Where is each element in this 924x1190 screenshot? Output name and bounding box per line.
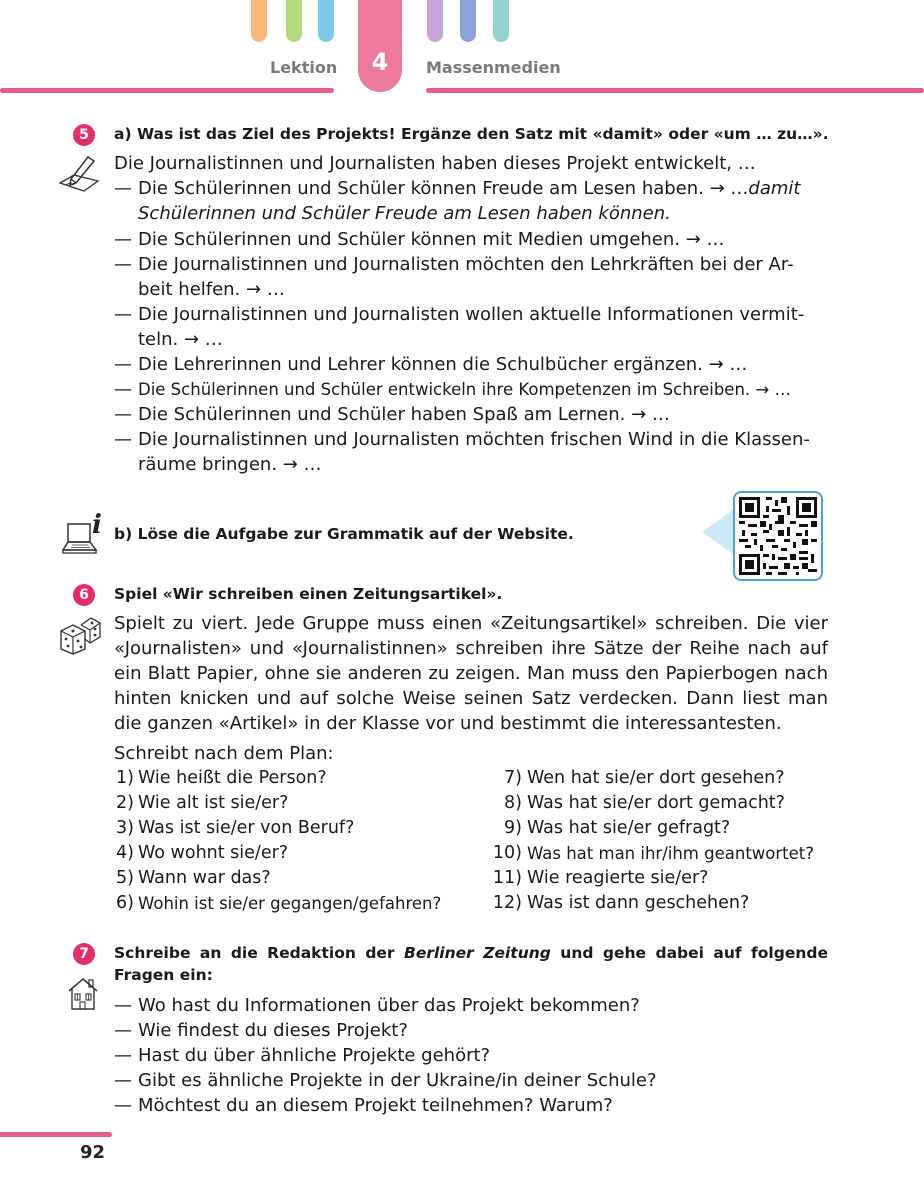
plan-item: Wo wohnt sie/er? xyxy=(138,843,289,863)
list-item: Die Lehrerinnen und Lehrer können die Schulbücher ergänzen. → … xyxy=(138,354,748,375)
color-tab xyxy=(427,0,443,42)
plan-number: 8) xyxy=(504,793,522,813)
plan-item: Wann war das? xyxy=(138,868,271,888)
list-item-continuation: beit helfen. → … xyxy=(138,279,285,300)
heading-text: Schreibe an die Redaktion der xyxy=(114,944,404,962)
list-item-text: Die Schülerinnen und Schüler können Freude am Lesen haben. → … xyxy=(138,178,749,199)
list-item-continuation: teln. → … xyxy=(138,329,223,350)
dash: — xyxy=(114,304,132,325)
dash: — xyxy=(114,1070,132,1091)
page-number: 92 xyxy=(80,1142,106,1163)
dash: — xyxy=(114,254,132,275)
plan-number: 3) xyxy=(116,818,134,838)
task-heading-line2: Fragen ein: xyxy=(114,966,213,984)
info-icon: i xyxy=(92,510,102,540)
plan-number: 2) xyxy=(116,793,134,813)
plan-item: Wohin ist sie/er gegangen/gefahren? xyxy=(138,894,442,913)
dash: — xyxy=(114,429,132,450)
task-heading: a) Was ist das Ziel des Projekts! Ergänze den Satz mit «damit» oder «um … zu…». xyxy=(114,125,829,143)
color-tab xyxy=(286,0,302,42)
task-number-badge: 6 xyxy=(73,584,95,606)
plan-item: Wie reagierte sie/er? xyxy=(527,868,709,888)
pen-writing-icon xyxy=(58,153,100,195)
topic-title: Massenmedien xyxy=(426,58,561,77)
plan-number: 9) xyxy=(504,818,522,838)
plan-number: 1) xyxy=(116,768,134,788)
header-rule-left xyxy=(0,88,334,93)
task-b-heading: b) Löse die Aufgabe zur Grammatik auf der Website. xyxy=(114,525,574,543)
lesson-number: 4 xyxy=(371,48,389,76)
plan-number: 10) xyxy=(492,843,522,863)
question-item: Wo hast du Informationen über das Projekt bekommen? xyxy=(138,995,640,1016)
task-heading: Spiel «Wir schreiben einen Zeitungsartikel». xyxy=(114,585,503,603)
list-item: Die Schülerinnen und Schüler haben Spaß am Lernen. → … xyxy=(138,404,670,425)
dice-icon xyxy=(57,615,101,655)
plan-number: 11) xyxy=(492,868,522,888)
plan-title: Schreibt nach dem Plan: xyxy=(114,743,334,764)
plan-number: 6) xyxy=(116,893,134,913)
list-item: Die Journalistinnen und Journalisten möchten den Lehrkräften bei der Ar- xyxy=(138,254,794,275)
list-item-continuation: räume bringen. → … xyxy=(138,454,322,475)
heading-text: und gehe dabei auf folgende xyxy=(550,944,828,962)
list-item-continuation: Schülerinnen und Schüler Freude am Lesen haben können. xyxy=(138,203,671,224)
list-item xyxy=(138,176,800,201)
color-tab xyxy=(460,0,476,42)
plan-item: Was hat sie/er dort gemacht? xyxy=(527,793,785,813)
lesson-label: Lektion xyxy=(270,58,338,77)
plan-item: Wie heißt die Person? xyxy=(138,768,327,788)
house-icon xyxy=(66,975,100,1013)
dash: — xyxy=(114,178,132,199)
qr-arrow-decoration xyxy=(702,508,736,556)
question-item: Möchtest du an diesem Projekt teilnehmen? Warum? xyxy=(138,1095,613,1116)
question-item: Hast du über ähnliche Projekte gehört? xyxy=(138,1045,491,1066)
color-tab xyxy=(318,0,334,42)
plan-item: Wen hat sie/er dort gesehen? xyxy=(527,768,785,788)
dash: — xyxy=(114,379,132,400)
task-number-badge: 7 xyxy=(73,943,95,965)
color-tab xyxy=(251,0,267,42)
dash: — xyxy=(114,404,132,425)
list-item-italic: damit xyxy=(748,178,801,199)
task-intro: Die Journalistinnen und Journalisten haben dieses Projekt entwickelt, … xyxy=(114,153,756,174)
question-item: Gibt es ähnliche Projekte in der Ukraine/in deiner Schule? xyxy=(138,1070,657,1091)
dash: — xyxy=(114,1095,132,1116)
task-number-badge: 5 xyxy=(73,124,95,146)
plan-item: Was ist sie/er von Beruf? xyxy=(138,818,355,838)
plan-item: Was hat man ihr/ihm geantwortet? xyxy=(527,844,815,863)
task-heading xyxy=(114,944,828,962)
newspaper-name: Berliner Zeitung xyxy=(404,944,551,962)
plan-item: Wie alt ist sie/er? xyxy=(138,793,289,813)
plan-number: 5) xyxy=(116,868,134,888)
dash: — xyxy=(114,354,132,375)
dash: — xyxy=(114,1045,132,1066)
task-paragraph: Spielt zu viert. Jede Gruppe muss einen «Zeitungsartikel» schreiben. Die vier «Journalisten» und «Journalistinnen» schreiben ihre Sätze der Reihe nach auf ein Blatt Papier, ohne sie anderen zu zeigen. Man muss den Papierbogen nach hinten knicken und auf solche Weise seinen Satz verdecken. Dann liest man die ganzen «Artikel» in der Klasse vor und bestimmt die interessantesten. xyxy=(114,613,828,734)
plan-item: Was hat sie/er gefragt? xyxy=(527,818,731,838)
question-item: Wie findest du dieses Projekt? xyxy=(138,1020,408,1041)
plan-number: 7) xyxy=(504,768,522,788)
footer-rule xyxy=(0,1132,112,1137)
plan-item: Was ist dann geschehen? xyxy=(527,893,750,913)
header-rule-right xyxy=(426,88,924,93)
list-item: Die Schülerinnen und Schüler können mit Medien umgehen. → … xyxy=(138,229,725,250)
plan-number: 12) xyxy=(492,893,522,913)
qr-code[interactable] xyxy=(733,491,823,581)
plan-number: 4) xyxy=(116,843,134,863)
lesson-number-badge xyxy=(358,0,402,92)
qr-code-icon xyxy=(739,497,817,575)
dash: — xyxy=(114,229,132,250)
list-item: Die Journalistinnen und Journalisten wollen aktuelle Informationen vermit- xyxy=(138,304,805,325)
dash: — xyxy=(114,1020,132,1041)
color-tab xyxy=(493,0,509,42)
list-item: Die Schülerinnen und Schüler entwickeln ihre Kompetenzen im Schreiben. → … xyxy=(138,380,791,399)
dash: — xyxy=(114,995,132,1016)
list-item: Die Journalistinnen und Journalisten möchten frischen Wind in die Klassen- xyxy=(138,429,810,450)
